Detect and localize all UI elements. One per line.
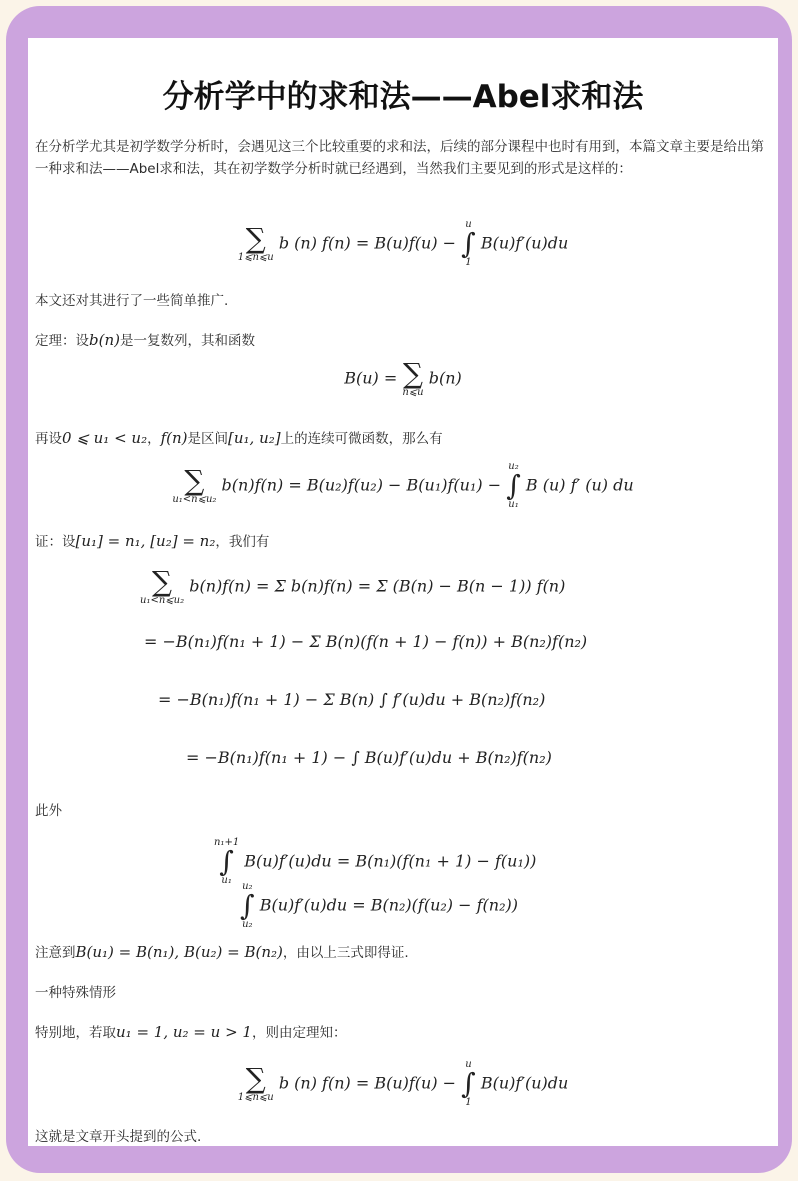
integral-symbol: u ∫ 1 xyxy=(461,1059,476,1108)
note-text xyxy=(35,941,775,964)
proof-line-2 xyxy=(144,632,764,651)
sum-symbol: ∑ u₁<n⩽u₂ xyxy=(172,464,217,505)
formula-b-definition xyxy=(28,357,778,398)
assume-math-1: 0 ⩽ u₁ < u₂ xyxy=(62,429,148,447)
theorem-post: 是一复数列，其和函数 xyxy=(119,333,255,349)
b-def-lhs: B(u) = xyxy=(344,368,403,388)
note-math: B(u₁) = B(n₁), B(u₂) = B(n₂) xyxy=(75,943,283,961)
assume-post: 上的连续可微函数，那么有 xyxy=(280,431,443,447)
formula-final-lhs: b (n) f(n) = B(u)f(u) − xyxy=(278,1073,462,1093)
b-def-rhs: b(n) xyxy=(428,368,462,388)
theorem-math: b(n) xyxy=(89,331,120,349)
formula-final-rhs: B(u)f′(u)du xyxy=(480,1073,569,1093)
proof-post: ，我们有 xyxy=(215,534,270,550)
note-pre: 注意到 xyxy=(35,945,76,961)
assumption-text xyxy=(35,427,775,450)
sum-symbol: ∑ n⩽u xyxy=(402,357,424,398)
formula-general xyxy=(28,462,778,510)
extra-line-1 xyxy=(214,838,774,886)
extra-line-2-text: B(u)f′(u)du = B(n₂)(f(u₂) − f(n₂)) xyxy=(259,895,518,915)
integral-symbol: u ∫ 1 xyxy=(461,219,476,268)
integral-symbol: u₂ ∫ u₁ xyxy=(506,461,521,510)
proof-line-4 xyxy=(186,748,776,767)
sum-symbol: ∑ 1⩽n⩽u xyxy=(237,1062,274,1103)
extra-line-2 xyxy=(240,882,778,930)
closing-text: 这就是文章开头提到的公式. xyxy=(35,1129,202,1145)
generalize-text: 本文还对其进行了一些简单推广. xyxy=(35,293,229,309)
theorem-text xyxy=(35,329,775,352)
proof-line-1 xyxy=(140,565,760,606)
special-case-heading: 一种特殊情形 xyxy=(35,985,116,1001)
proof-line-3 xyxy=(158,690,778,709)
article-title: 分析学中的求和法——Abel求和法 xyxy=(162,79,644,115)
assume-pre: 再设 xyxy=(35,431,62,447)
proof-line-4-text: = −B(n₁)f(n₁ + 1) − ∫ B(u)f′(u)du + B(n₂)f(n₂) xyxy=(186,748,552,767)
assume-math-3: [u₁, u₂] xyxy=(228,429,281,447)
formula-final xyxy=(28,1060,778,1108)
assume-sep: ， xyxy=(147,431,161,447)
assume-math-2: f(n) xyxy=(160,429,188,447)
special-pre: 特别地，若取 xyxy=(35,1025,116,1041)
special-math: u₁ = 1, u₂ = u > 1 xyxy=(116,1023,252,1041)
formula-gen-rhs: B (u) f′ (u) du xyxy=(525,475,634,495)
special-case-text xyxy=(35,1021,775,1044)
proof-intro xyxy=(35,530,775,553)
proof-math: [u₁] = n₁, [u₂] = n₂ xyxy=(75,532,216,550)
proof-line-1-text: b(n)f(n) = Σ b(n)f(n) = Σ (B(n) − B(n − 1)) f(n) xyxy=(189,576,566,596)
formula-main-rhs: B(u)f′(u)du xyxy=(480,233,569,253)
integral-symbol: n₁+1 ∫ u₁ xyxy=(214,837,240,886)
formula-main xyxy=(28,220,778,268)
proof-pre: 证：设 xyxy=(35,534,76,550)
besides-text: 此外 xyxy=(35,803,62,819)
proof-line-2-text: = −B(n₁)f(n₁ + 1) − Σ B(n)(f(n + 1) − f(n)) + B(n₂)f(n₂) xyxy=(144,632,588,651)
integral-symbol: u₂ ∫ u₂ xyxy=(240,881,255,930)
special-post: ，则由定理知： xyxy=(251,1025,347,1041)
formula-main-lhs: b (n) f(n) = B(u)f(u) − xyxy=(278,233,462,253)
sum-symbol: ∑ u₁<n⩽u₂ xyxy=(140,565,185,606)
theorem-pre: 定理：设 xyxy=(35,333,89,349)
note-post: ，由以上三式即得证. xyxy=(282,945,409,961)
intro-paragraph: 在分析学尤其是初学数学分析时，会遇见这三个比较重要的求和法，后续的部分课程中也时有用到，本篇文章主要是给出第一种求和法——Abel求和法，其在初学数学分析时就已经遇到，当然我们主要见到的形式是这样的： xyxy=(35,139,764,177)
sum-symbol: ∑ 1⩽n⩽u xyxy=(237,222,274,263)
extra-line-1-text: B(u)f′(u)du = B(n₁)(f(n₁ + 1) − f(u₁)) xyxy=(244,851,537,871)
proof-line-3-text: = −B(n₁)f(n₁ + 1) − Σ B(n) ∫ f′(u)du + B(n₂)f(n₂) xyxy=(158,690,546,709)
formula-gen-lhs: b(n)f(n) = B(u₂)f(u₂) − B(u₁)f(u₁) − xyxy=(221,475,507,495)
article-card xyxy=(28,38,778,1146)
assume-mid: 是区间 xyxy=(187,431,229,447)
